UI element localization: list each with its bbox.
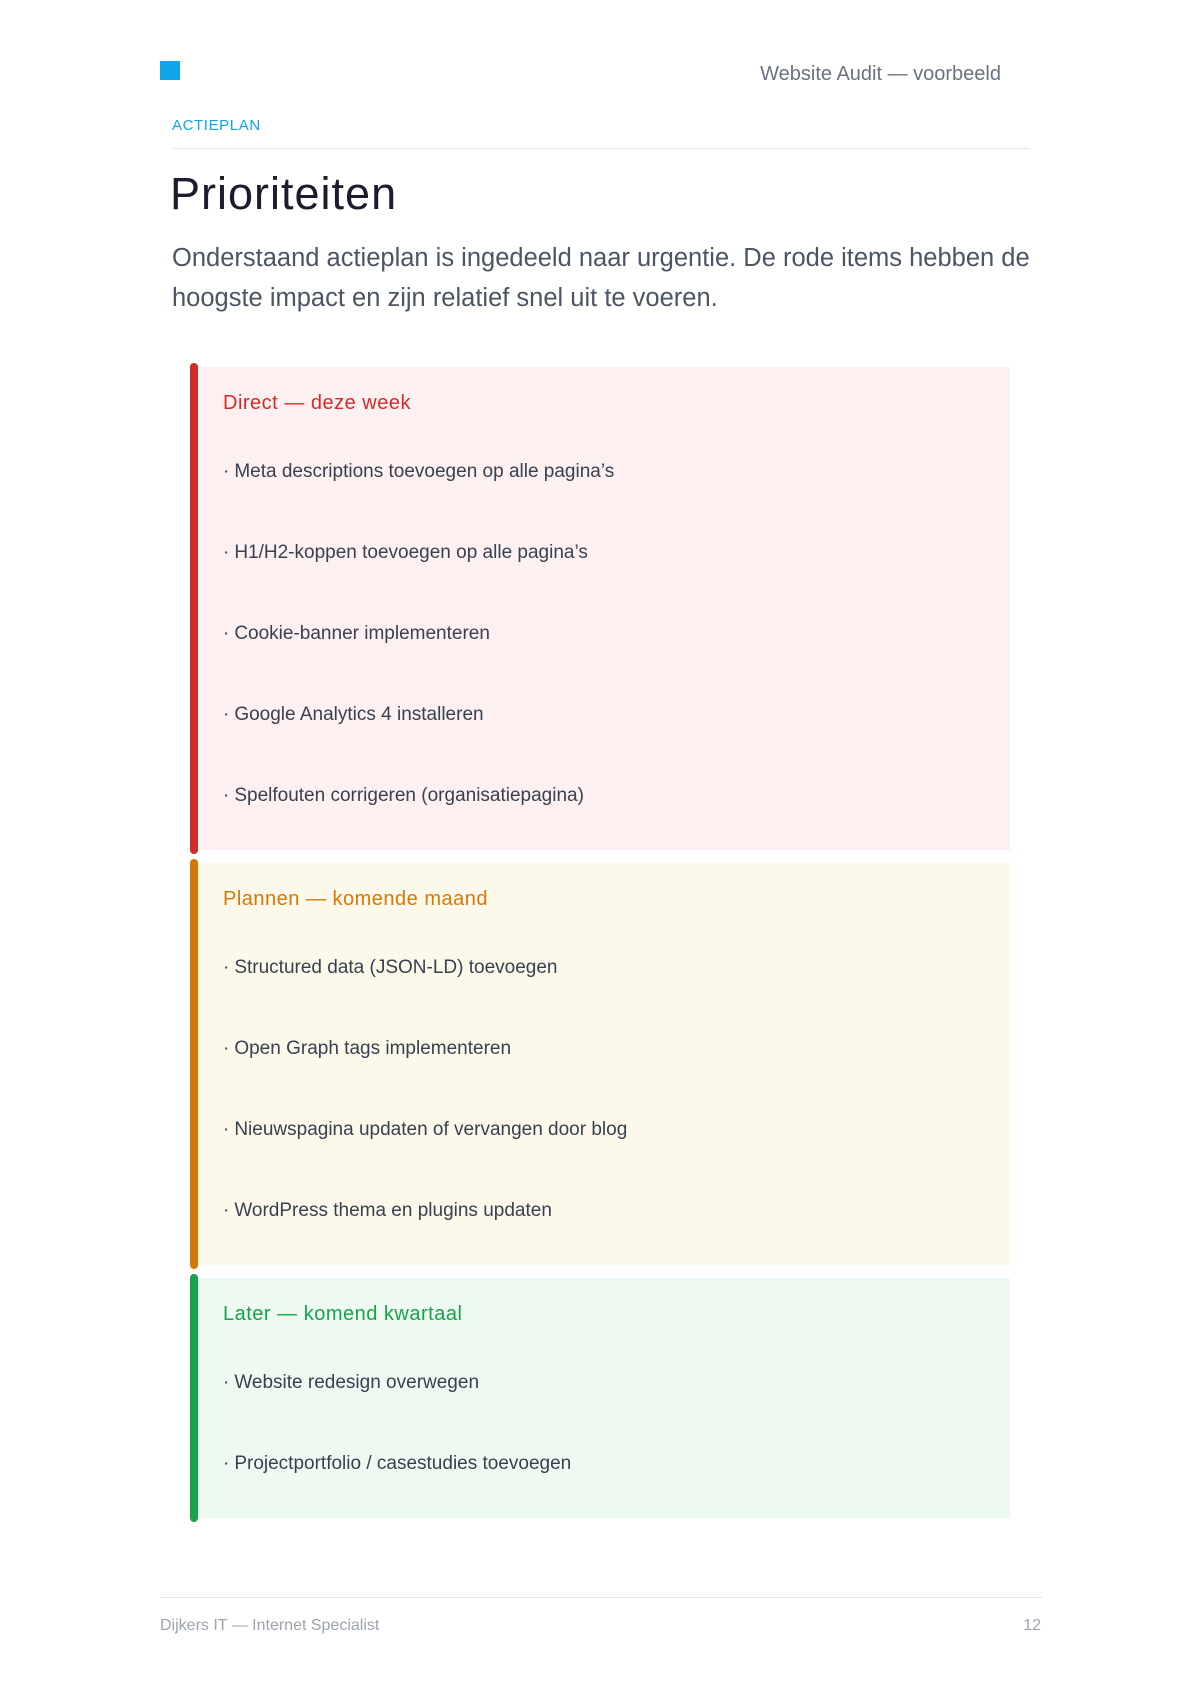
action-item (223, 1008, 990, 1089)
priority-card-direct (190, 367, 1010, 850)
action-item-text: Structured data (JSON-LD) toevoegen (234, 957, 558, 978)
priority-card-plannen (190, 863, 1010, 1265)
footer-divider (160, 1597, 1042, 1598)
action-item (223, 927, 990, 1008)
action-item-text: Spelfouten corrigeren (organisatiepagina) (234, 785, 584, 806)
action-item (223, 593, 990, 674)
action-item (223, 431, 990, 512)
action-item (223, 512, 990, 593)
action-item-text: Nieuwspagina updaten of vervangen door blog (234, 1119, 628, 1140)
bullet-icon: · (223, 1453, 230, 1474)
action-item (223, 1089, 990, 1170)
priority-title: Plannen — komende maand (223, 888, 488, 910)
action-item (223, 1342, 990, 1423)
priority-list (190, 367, 1010, 1531)
bullet-icon: · (223, 957, 230, 978)
action-item (223, 1170, 990, 1251)
action-item-text: Cookie-banner implementeren (234, 623, 490, 644)
priority-title: Direct — deze week (223, 392, 411, 414)
action-item-text: H1/H2-koppen toevoegen op alle pagina’s (234, 542, 588, 563)
bullet-icon: · (223, 704, 230, 725)
header-divider (172, 148, 1030, 149)
priority-title: Later — komend kwartaal (223, 1303, 463, 1325)
action-list (223, 1342, 990, 1504)
bullet-icon: · (223, 1119, 230, 1140)
action-item-text: Open Graph tags implementeren (234, 1038, 512, 1059)
action-item (223, 674, 990, 755)
document-header-title: Website Audit — voorbeeld (760, 63, 1001, 85)
action-item-text: Website redesign overwegen (234, 1372, 480, 1393)
action-item-text: Google Analytics 4 installeren (234, 704, 484, 725)
footer-company: Dijkers IT — Internet Specialist (160, 1617, 380, 1634)
bullet-icon: · (223, 1200, 230, 1221)
section-label: ACTIEPLAN (172, 117, 261, 134)
page-number: 12 (1023, 1617, 1041, 1634)
bullet-icon: · (223, 1038, 230, 1059)
action-item-text: Projectportfolio / casestudies toevoegen (234, 1453, 572, 1474)
action-item-text: Meta descriptions toevoegen op alle pagina’s (234, 461, 615, 482)
bullet-icon: · (223, 461, 230, 482)
bullet-icon: · (223, 785, 230, 806)
brand-logo-square (160, 61, 180, 80)
action-item-text: WordPress thema en plugins updaten (234, 1200, 552, 1221)
action-list (223, 927, 990, 1251)
intro-paragraph: Onderstaand actieplan is ingedeeld naar urgentie. De rode items hebben de hoogste impact en zijn relatief snel uit te voeren. (172, 244, 1030, 312)
bullet-icon: · (223, 542, 230, 563)
action-list (223, 431, 990, 836)
action-item (223, 1423, 990, 1504)
action-item (223, 755, 990, 836)
bullet-icon: · (223, 623, 230, 644)
priority-card-later (190, 1278, 1010, 1518)
bullet-icon: · (223, 1372, 230, 1393)
page-title: Prioriteiten (170, 168, 398, 219)
